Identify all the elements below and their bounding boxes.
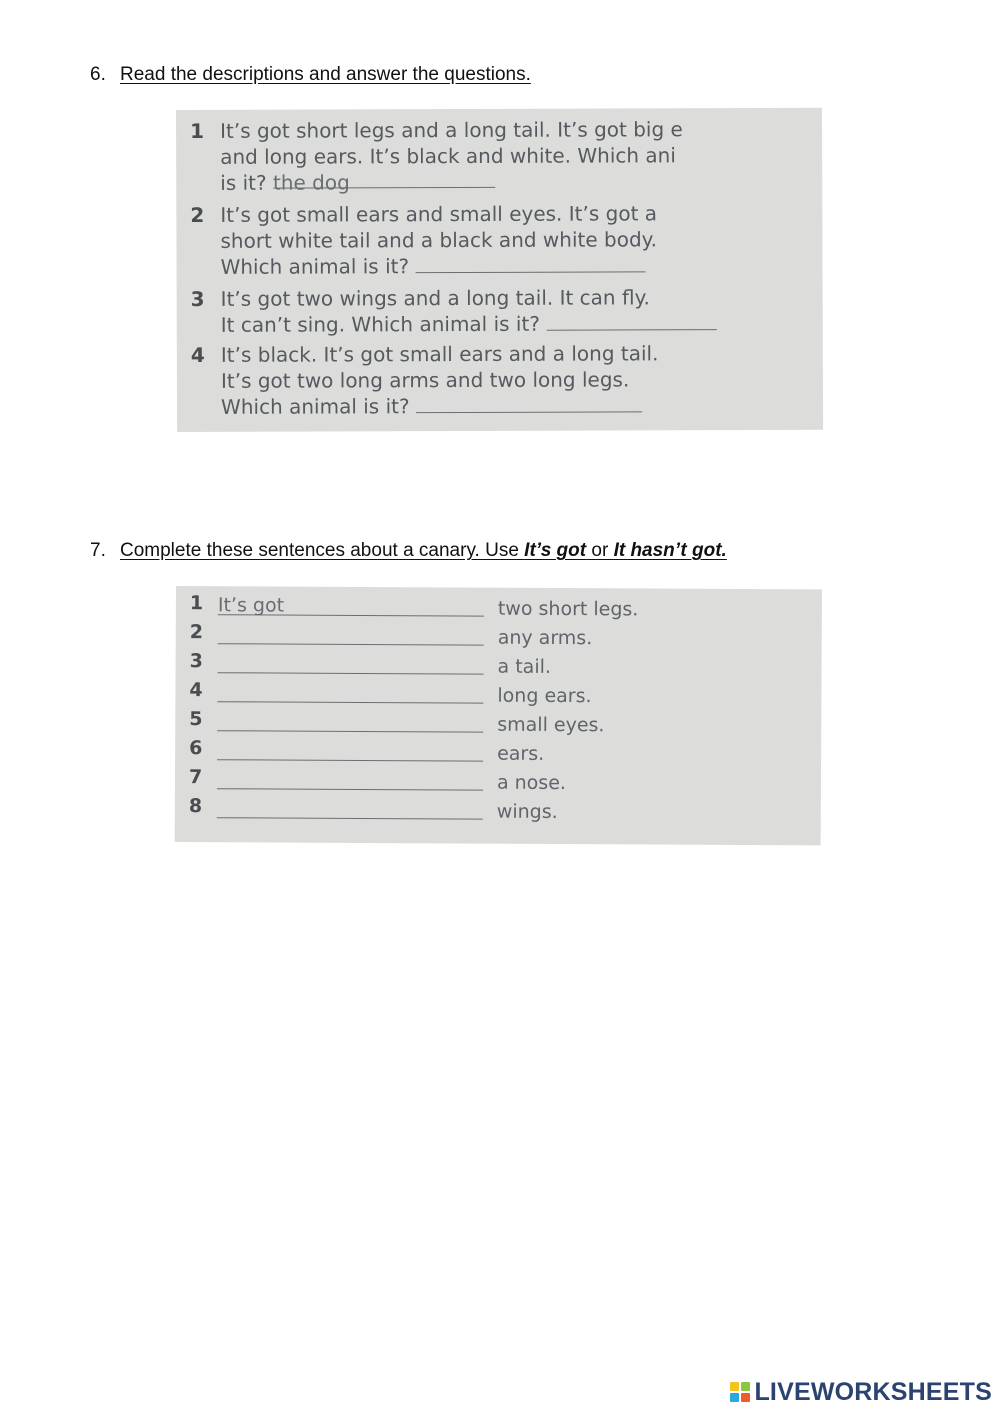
sentence-ending: a nose. — [496, 771, 567, 795]
row-number: 6 — [189, 737, 203, 760]
answer-field[interactable] — [218, 623, 484, 645]
exercise-item — [190, 340, 823, 419]
answer-field[interactable] — [217, 797, 483, 819]
sentence-row — [188, 650, 822, 681]
item-line: is it? — [220, 170, 267, 195]
exercise-item — [190, 200, 822, 279]
answer-text: the dog — [272, 170, 350, 195]
instruction-text: Complete these sentences about a canary. Use — [120, 540, 525, 561]
answer-field[interactable] — [415, 253, 645, 273]
row-number: 4 — [189, 679, 203, 702]
logo-square — [730, 1393, 739, 1402]
instruction-connector: or — [586, 540, 614, 561]
answer-field[interactable] — [218, 652, 484, 674]
answer-field[interactable] — [217, 739, 483, 761]
sentence-row — [188, 621, 822, 652]
item-number: 1 — [190, 118, 205, 143]
section-instruction: Read the descriptions and answer the questions. — [120, 64, 531, 85]
item-number: 4 — [190, 342, 205, 367]
item-line: It’s black. It’s got small ears and a long tail. — [220, 341, 659, 367]
item-number: 3 — [190, 286, 205, 311]
section-number: 7. — [90, 540, 106, 561]
item-line: It’s got two long arms and two long legs. — [220, 367, 630, 393]
liveworksheets-logo[interactable] — [730, 1377, 992, 1407]
answer-field[interactable] — [217, 681, 483, 703]
item-line: and long ears. It’s black and white. Which ani — [220, 143, 676, 169]
emphasis-it-hasnt-got: It hasn’t got. — [613, 540, 727, 561]
row-number: 7 — [188, 766, 203, 789]
sentence-row — [187, 679, 821, 710]
exercise-6-image — [176, 108, 823, 432]
row-number: 1 — [189, 592, 204, 615]
answer-field[interactable] — [217, 710, 483, 732]
row-number: 3 — [189, 650, 203, 673]
item-line: short white tail and a black and white body. — [220, 227, 658, 253]
answer-field[interactable] — [272, 169, 495, 195]
item-line: It’s got small ears and small eyes. It’s got a — [220, 201, 658, 227]
exercise-item — [190, 116, 822, 195]
row-number: 8 — [188, 795, 203, 818]
section-6-heading — [90, 63, 531, 87]
row-number: 2 — [189, 621, 204, 644]
section-7-heading — [90, 539, 727, 563]
sentence-ending: small eyes. — [497, 713, 605, 737]
section-number: 6. — [90, 64, 106, 85]
logo-icon — [730, 1382, 750, 1402]
sentence-ending: two short legs. — [497, 597, 639, 621]
sentence-ending: long ears. — [497, 684, 592, 708]
item-line: Which animal is it? — [220, 394, 410, 419]
sentence-row — [187, 795, 821, 826]
item-line: It’s got short legs and a long tail. It’s got big e — [220, 117, 683, 143]
sentence-row — [187, 708, 821, 739]
logo-square — [730, 1382, 739, 1391]
sentence-row — [187, 766, 821, 797]
answer-field[interactable] — [217, 768, 483, 790]
exercise-item — [190, 284, 823, 337]
logo-square — [741, 1393, 750, 1402]
sentence-row — [187, 737, 821, 768]
item-line: It can’t sing. Which animal is it? — [220, 311, 540, 337]
answer-field[interactable] — [416, 393, 642, 413]
exercise-7-image — [175, 586, 822, 845]
row-number: 5 — [189, 708, 203, 731]
logo-square — [741, 1382, 750, 1391]
emphasis-its-got: It’s got — [524, 540, 587, 561]
sentence-ending: wings. — [496, 800, 558, 824]
section-instruction — [120, 540, 727, 561]
item-number: 2 — [190, 202, 205, 227]
sentence-ending: any arms. — [497, 626, 593, 650]
item-line: It’s got two wings and a long tail. It can fly. — [220, 285, 650, 311]
answer-field[interactable]: It’s got — [218, 594, 484, 616]
sentence-ending: a tail. — [497, 655, 552, 678]
sentence-row — [188, 592, 822, 623]
logo-text: LIVEWORKSHEETS — [754, 1377, 992, 1406]
item-line: Which animal is it? — [220, 254, 410, 279]
answer-field[interactable] — [546, 311, 716, 331]
sentence-ending: ears. — [497, 742, 545, 765]
